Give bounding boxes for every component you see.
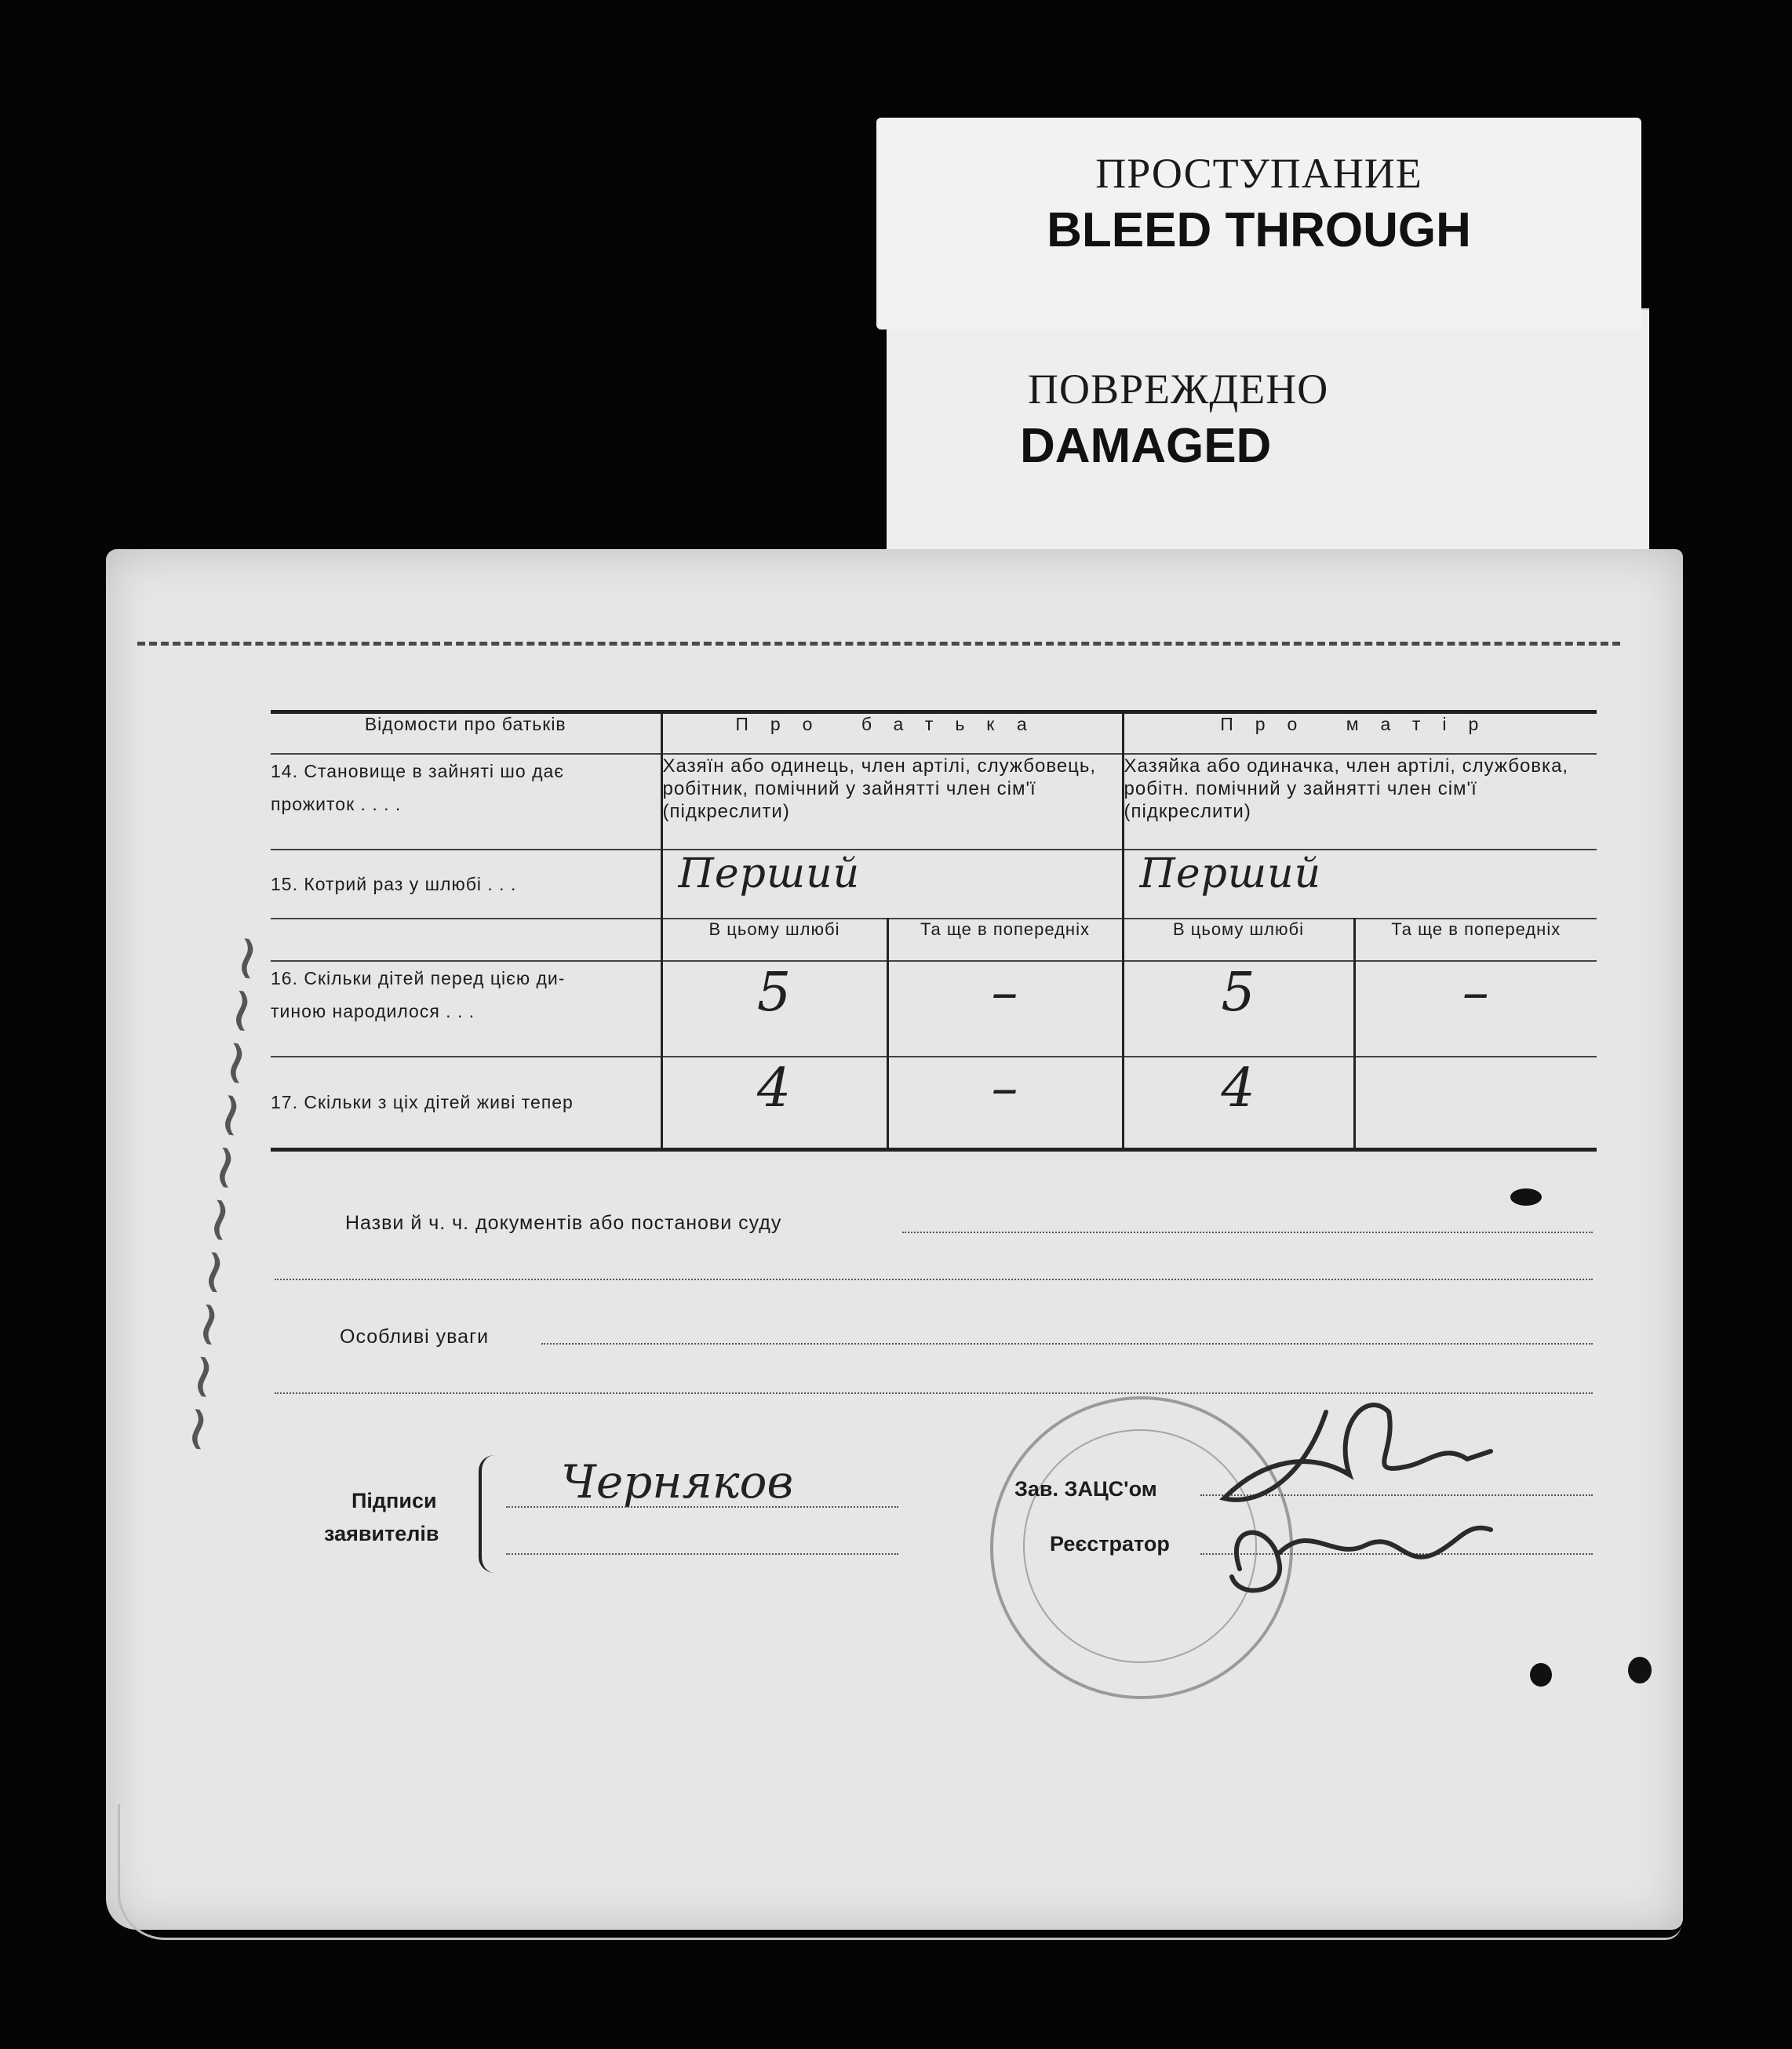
mother-previous-header: Та ще в попередніх [1354, 919, 1597, 961]
punch-hole-1 [1530, 1663, 1552, 1687]
margin-handwritten-note: ~~~~~~~~~~ [157, 928, 285, 1459]
q17-label: 17. Скільки з ціх дітей живі тепер [271, 1092, 574, 1112]
table-row-16 [271, 961, 1597, 1057]
q16-mother-this: 5 [1123, 961, 1354, 1057]
q16-father-prev: – [887, 961, 1123, 1057]
q16-label-line2: тиною народилося . . . [271, 1001, 475, 1021]
punch-hole-2 [1628, 1657, 1652, 1683]
q16-mother-prev: – [1354, 961, 1597, 1057]
q14-label-line1: 14. Становище в зайняті шо дає [271, 761, 565, 781]
table-row-14 [271, 754, 1597, 850]
documents-line-1 [902, 1232, 1593, 1233]
q16-label-line1: 16. Скільки дітей перед цією ди- [271, 968, 566, 988]
father-this-marriage-header: В цьому шлюбі [661, 919, 887, 961]
damaged-label-card [887, 310, 1649, 561]
q15-father-value: Перший [661, 850, 1123, 919]
applicant-signature: Черняков [561, 1455, 794, 1509]
documents-line-2 [275, 1279, 1593, 1280]
head-signature-scribble [1224, 1405, 1491, 1500]
applicant-line-2 [506, 1553, 898, 1555]
q17-mother-prev [1354, 1057, 1597, 1149]
damage-spot [1510, 1188, 1542, 1206]
remarks-line-1 [541, 1343, 1593, 1345]
q16-label [271, 961, 661, 1057]
remarks-label: Особливі уваги [340, 1326, 490, 1348]
official-signatures-svg [1208, 1365, 1538, 1624]
damaged-label-en: DAMAGED [1020, 419, 1272, 473]
q14-label-line2: прожиток . . . . [271, 794, 402, 814]
signatures-label-line2: заявителів [324, 1522, 439, 1545]
col-mother-header: Про матір [1123, 712, 1597, 755]
q17-mother-this: 4 [1123, 1057, 1354, 1149]
table-subheader-row [271, 919, 1597, 961]
table-header-row [271, 712, 1597, 755]
q14-father-options: Хазяїн або одинець, член артілі, службовець, робітник, помічний у зайнятті член сім'ї (підкреслити) [661, 754, 1123, 850]
registrar-signature-scribble [1232, 1528, 1491, 1591]
col-info-header: Відомости про батьків [271, 712, 661, 755]
sheet-edge [118, 1804, 1681, 1940]
perforation-line [137, 642, 1620, 646]
documents-label: Назви й ч. ч. документів або постанови суду [345, 1212, 782, 1234]
parents-info-table [271, 710, 1597, 1152]
applicant-line-1 [506, 1506, 898, 1508]
table-row-15 [271, 850, 1597, 919]
mother-this-marriage-header: В цьому шлюбі [1123, 919, 1354, 961]
subheader-blank [271, 919, 661, 961]
bleed-through-label-en: BLEED THROUGH [1047, 203, 1471, 257]
q15-mother-value: Перший [1123, 850, 1597, 919]
head-label: Зав. ЗАЦС'ом [1014, 1477, 1157, 1501]
bleed-through-label-ru: ПРОСТУПАНИЕ [1095, 150, 1422, 197]
q17-father-this: 4 [661, 1057, 887, 1149]
q14-mother-options: Хазяйка або одиначка, член артілі, службовка, робітн. помічний у зайнятті член сім'ї (підкреслити) [1123, 754, 1597, 850]
table-row-17 [271, 1057, 1597, 1149]
q15-label: 15. Котрий раз у шлюбі . . . [271, 850, 661, 919]
col-father-header: Про батька [661, 712, 1123, 755]
signatures-brace [479, 1455, 505, 1573]
father-previous-header: Та ще в попередніх [887, 919, 1123, 961]
parents-info-form [271, 710, 1597, 1152]
signatures-label-line1: Підписи [351, 1489, 437, 1512]
registrar-label: Реєстратор [1050, 1532, 1170, 1556]
q14-label [271, 754, 661, 850]
bleed-through-label-card [876, 118, 1641, 329]
damaged-label-ru: ПОВРЕЖДЕНО [1028, 366, 1329, 413]
q17-father-prev: – [887, 1057, 1123, 1149]
q16-father-this: 5 [661, 961, 887, 1057]
